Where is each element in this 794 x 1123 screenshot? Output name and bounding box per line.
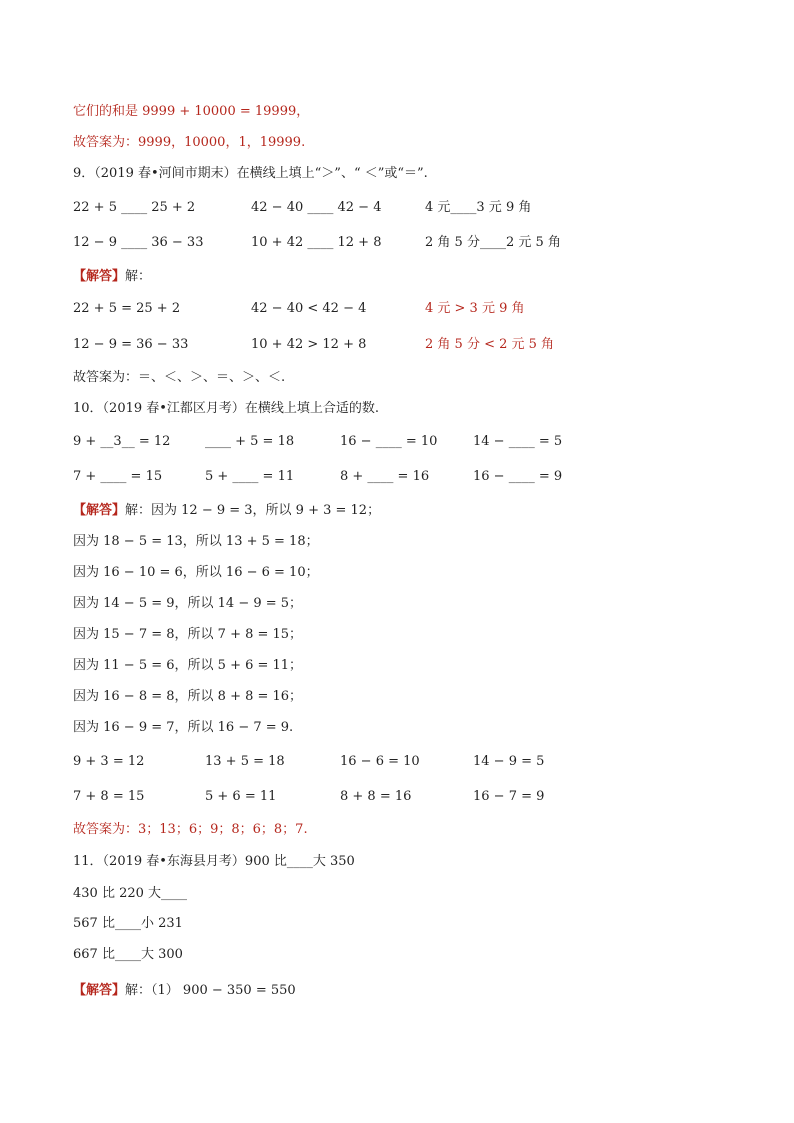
q10-item: ____ + 5 = 18 [205,434,295,449]
q11-title: 11．（2019 春•东海县月考）900 比____大 350 [73,854,355,869]
solution-rest: 解：（1） 900 − 350 = 550 [125,983,296,998]
q10-step: 因为 14 − 5 = 9，所以 14 − 9 = 5； [73,596,303,611]
q10-answer: 故答案为：3；13；6；9；8；6；8；7. [73,822,308,837]
q9-solution-head [73,268,151,286]
q10-row2 [73,468,673,486]
q9-sol-item: 22 + 5 = 25 + 2 [73,301,181,316]
q10-item: 7 + ____ = 15 [73,469,163,484]
q10-title: 10．（2019 春•江都区月考）在横线上填上合适的数. [73,401,380,416]
q9-item: 4 元____3 元 9 角 [425,200,532,215]
q9-item: 22 + 5 ____ 25 + 2 [73,200,196,215]
q9-row1 [73,199,633,217]
q10-item: 16 − ____ = 9 [473,469,563,484]
solution-word: 解： [125,269,152,284]
q9-row2 [73,234,633,252]
q11-line: 667 比____大 300 [73,947,183,962]
q10-step: 因为 16 − 10 = 6，所以 16 − 6 = 10； [73,565,319,580]
q9-sol-item: 42 − 40 < 42 − 4 [251,301,367,316]
q9-sol-item: 10 + 42 > 12 + 8 [251,337,367,352]
q9-sol-item: 12 − 9 = 36 − 33 [73,337,189,352]
q9-sol-row1 [73,300,633,318]
q10-res-item: 16 − 7 = 9 [473,789,545,804]
answer-line: 故答案为：9999，10000，1，19999. [73,135,306,150]
q10-res-item: 16 − 6 = 10 [340,754,420,769]
q10-step: 因为 16 − 8 = 8，所以 8 + 8 = 16； [73,689,303,704]
q10-item: 8 + ____ = 16 [340,469,430,484]
q11-solution-head [73,982,296,1000]
q10-res-item: 5 + 6 = 11 [205,789,277,804]
q10-item: 16 − ____ = 10 [340,434,438,449]
q10-res-item: 7 + 8 = 15 [73,789,145,804]
q10-solution-head [73,502,380,520]
q9-sol-row2 [73,336,633,354]
q10-res-item: 8 + 8 = 16 [340,789,412,804]
q10-step: 因为 11 − 5 = 6，所以 5 + 6 = 11； [73,658,303,673]
q11-line: 430 比 220 大____ [73,886,188,901]
q10-step: 因为 16 − 9 = 7，所以 16 − 7 = 9. [73,720,294,735]
q10-res-row1 [73,753,673,771]
q11-line: 567 比____小 231 [73,916,183,931]
q10-step: 因为 15 − 7 = 8，所以 7 + 8 = 15； [73,627,303,642]
q10-item: 5 + ____ = 11 [205,469,295,484]
q9-item: 10 + 42 ____ 12 + 8 [251,235,382,250]
q9-title: 9．（2019 春•河间市期末）在横线上填上“＞”、“ ＜”或“＝”. [73,166,428,181]
q10-res-item: 13 + 5 = 18 [205,754,285,769]
solution-first: 解：因为 12 − 9 = 3，所以 9 + 3 = 12； [125,503,381,518]
q9-item: 42 − 40 ____ 42 − 4 [251,200,382,215]
q10-res-item: 14 − 9 = 5 [473,754,545,769]
sum-line: 它们的和是 9999 + 10000 = 19999， [73,104,310,119]
q10-res-item: 9 + 3 = 12 [73,754,145,769]
q10-row1 [73,433,673,451]
q9-item: 2 角 5 分____2 元 5 角 [425,235,561,250]
q9-sol-item: 4 元 > 3 元 9 角 [425,301,525,316]
solution-tag: 【解答】 [73,269,126,284]
q9-item: 12 − 9 ____ 36 − 33 [73,235,204,250]
q10-item: 9 + __3__ = 12 [73,434,171,449]
q10-res-row2 [73,788,673,806]
q9-sol-item: 2 角 5 分 < 2 元 5 角 [425,337,555,352]
q10-item: 14 − ____ = 5 [473,434,563,449]
q9-answer: 故答案为：＝、＜、＞、＝、＞、＜. [73,370,286,385]
solution-tag: 【解答】 [73,983,126,998]
q10-step: 因为 18 − 5 = 13，所以 13 + 5 = 18； [73,534,319,549]
solution-tag: 【解答】 [73,503,126,518]
